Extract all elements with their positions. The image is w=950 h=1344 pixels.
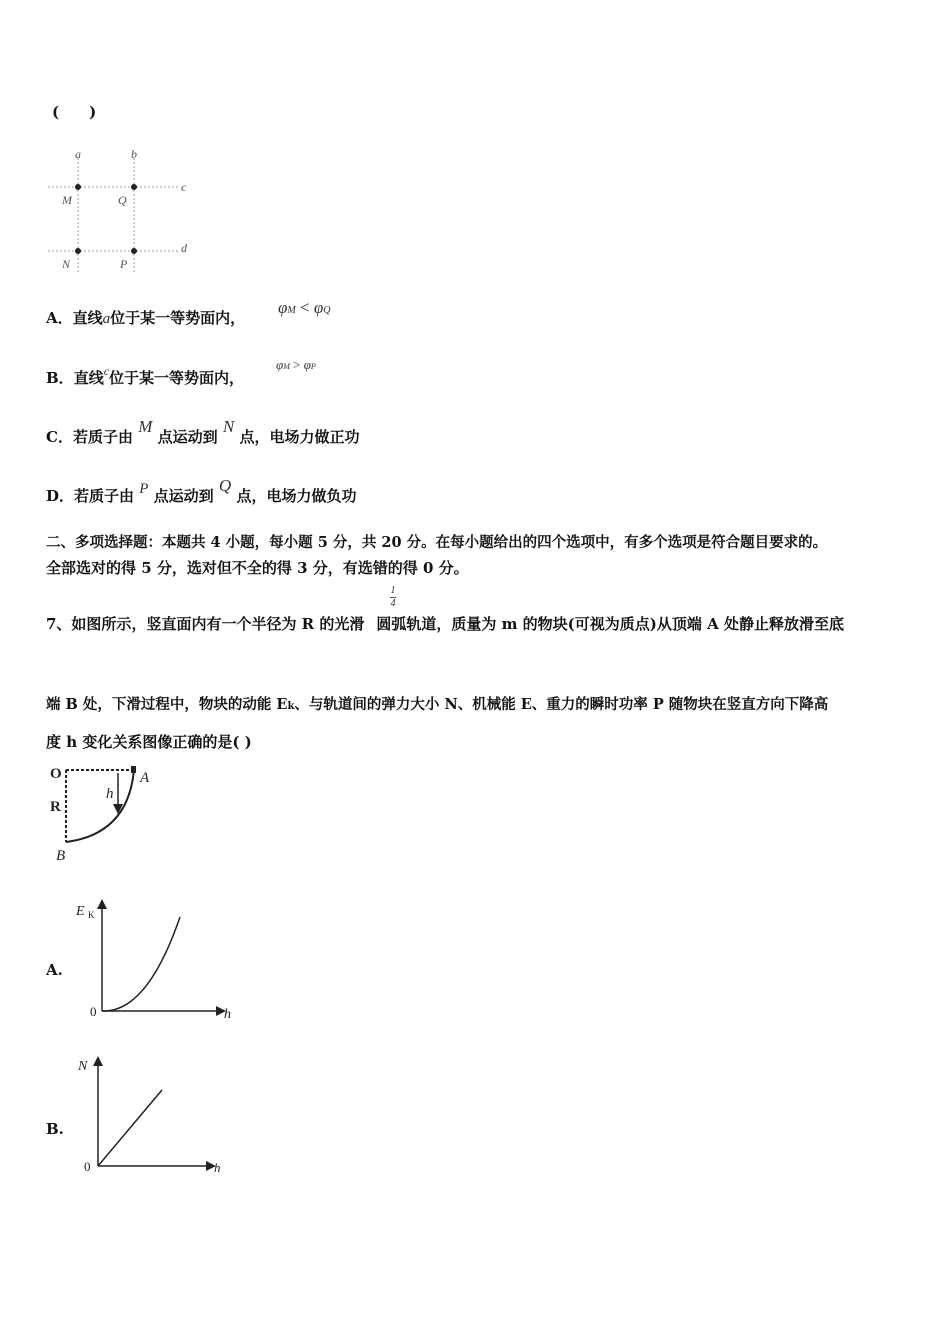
ek-origin: 0 [90, 1004, 97, 1019]
ek-ysub: K [88, 910, 95, 920]
q7-line1: 7、如图所示，竖直面内有一个半径为 R 的光滑 圆弧轨道，质量为 m 的物块(可视为质点)从顶端 A 处静止释放滑至底 [46, 615, 844, 633]
ek-ylabel: E [76, 904, 85, 919]
q7-line3: 度 h 变化关系图像正确的是( ) [46, 733, 252, 751]
section2-line1: 二、多项选择题：本题共 4 小题，每小题 5 分，共 20 分。在每小题给出的四个选项中，有多个选项是符合题目要求的。 [46, 534, 828, 551]
option-a-formula: φM < φQ [278, 298, 331, 317]
option-c-q6: C．若质子由 M 点运动到 N 点，电场力做正功 [46, 417, 360, 446]
option-d-q6: D．若质子由 P 点运动到 Q 点，电场力做负功 [46, 476, 357, 505]
n-origin: 0 [84, 1159, 91, 1174]
option-b-q6: B．直线$^c$位于某一等势面内， [46, 364, 245, 387]
n-ylabel: N [78, 1059, 88, 1074]
grid-figure [40, 140, 210, 275]
label-q: Q [118, 193, 127, 207]
point-n [75, 248, 81, 254]
label-c: c [181, 180, 187, 194]
q7-line2: 端 B 处，下滑过程中，物块的动能 Ek、与轨道间的弹力大小 N、机械能 E、重力的瞬时功率 P 随物块在竖直方向下降高 [46, 696, 829, 713]
label-h: h [106, 786, 114, 802]
label-o: O [50, 766, 62, 782]
section2-line2: 全部选对的得 5 分，选对但不全的得 3 分，有选错的得 0 分。 [46, 559, 469, 577]
arc-track [66, 770, 134, 842]
y-arrow-icon [97, 899, 107, 909]
label-b-point: B [56, 848, 66, 864]
q7-option-a-letter: A. [46, 961, 63, 979]
label-n: N [62, 257, 71, 271]
label-m: M [62, 193, 72, 207]
label-r: R [50, 799, 61, 815]
graph-ek [72, 895, 242, 1025]
ek-xlabel: h [224, 1007, 231, 1022]
point-p [131, 248, 137, 254]
label-b: b [131, 147, 137, 161]
option-a-q6: A．直线a位于某一等势面内， [46, 309, 246, 327]
y-arrow-icon [93, 1056, 103, 1066]
option-b-formula: φM > φP [276, 357, 316, 372]
track-figure [46, 756, 166, 866]
point-m [75, 184, 81, 190]
n-xlabel: h [214, 1160, 221, 1175]
block [131, 766, 136, 773]
q7-option-b-letter: B. [46, 1120, 64, 1138]
point-q [131, 184, 137, 190]
label-a-point: A [140, 770, 150, 786]
label-a: a [75, 147, 81, 161]
n-line [98, 1090, 162, 1166]
fraction-quarter: 1 4 [390, 585, 396, 609]
ek-curve [102, 917, 180, 1011]
answer-bracket: ( ) [52, 103, 97, 121]
label-d: d [181, 241, 187, 255]
graph-n [72, 1050, 232, 1180]
label-p: P [120, 257, 128, 271]
